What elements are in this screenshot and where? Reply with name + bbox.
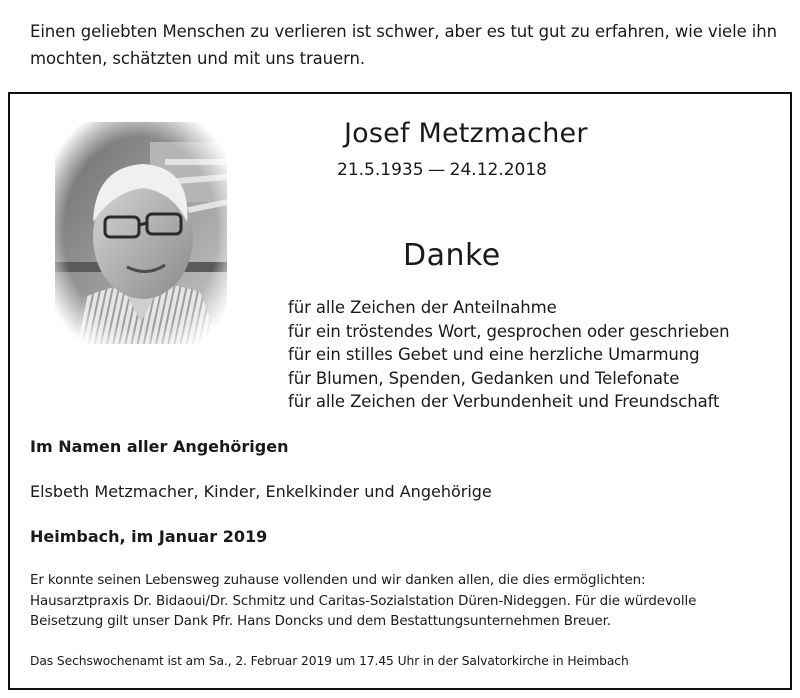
birth-date: 21.5.1935 [337, 160, 424, 180]
portrait-photo [55, 122, 227, 344]
date-dash: — [428, 160, 446, 180]
signoff: Im Namen aller Angehörigen [30, 437, 289, 456]
closing-line: Beisetzung gilt unser Dank Pfr. Hans Doncks und dem Bestattungsunternehmen Breuer. [30, 614, 611, 630]
mass-notice: Das Sechswochenamt ist am Sa., 2. Februar 2019 um 17.45 Uhr in der Salvatorkirche in Heimbach [30, 654, 629, 668]
thanks-line: für ein tröstendes Wort, gesprochen oder geschrieben [288, 321, 730, 341]
intro-text [30, 18, 790, 72]
death-date: 24.12.2018 [449, 160, 547, 180]
thanks-line: für ein stilles Gebet und eine herzliche Umarmung [288, 345, 700, 364]
thanks-line: für alle Zeichen der Verbundenheit und Freundschaft [288, 392, 720, 411]
place-date: Heimbach, im Januar 2019 [30, 527, 268, 546]
closing-line: Hausarztpraxis Dr. Bidaoui/Dr. Schmitz und Caritas-Sozialstation Düren-Nideggen. Für die würdevolle [30, 593, 697, 609]
thanks-list [288, 296, 730, 414]
life-dates [337, 160, 547, 180]
thanks-line: für Blumen, Spenden, Gedanken und Telefonate [288, 368, 680, 388]
intro-line: Einen geliebten Menschen zu verlieren ist schwer, aber es tut gut zu erfahren, wie viele ihn [30, 22, 777, 41]
intro-line: mochten, schätzten und mit uns trauern. [30, 49, 365, 68]
thanks-heading: Danke [403, 238, 501, 273]
closing-line: Er konnte seinen Lebensweg zuhause vollenden und wir danken allen, die dies ermöglichten: [30, 573, 646, 588]
family-names: Elsbeth Metzmacher, Kinder, Enkelkinder und Angehörige [30, 482, 492, 501]
deceased-name: Josef Metzmacher [344, 118, 588, 149]
thanks-line: für alle Zeichen der Anteilnahme [288, 298, 557, 317]
closing-text [30, 571, 790, 633]
